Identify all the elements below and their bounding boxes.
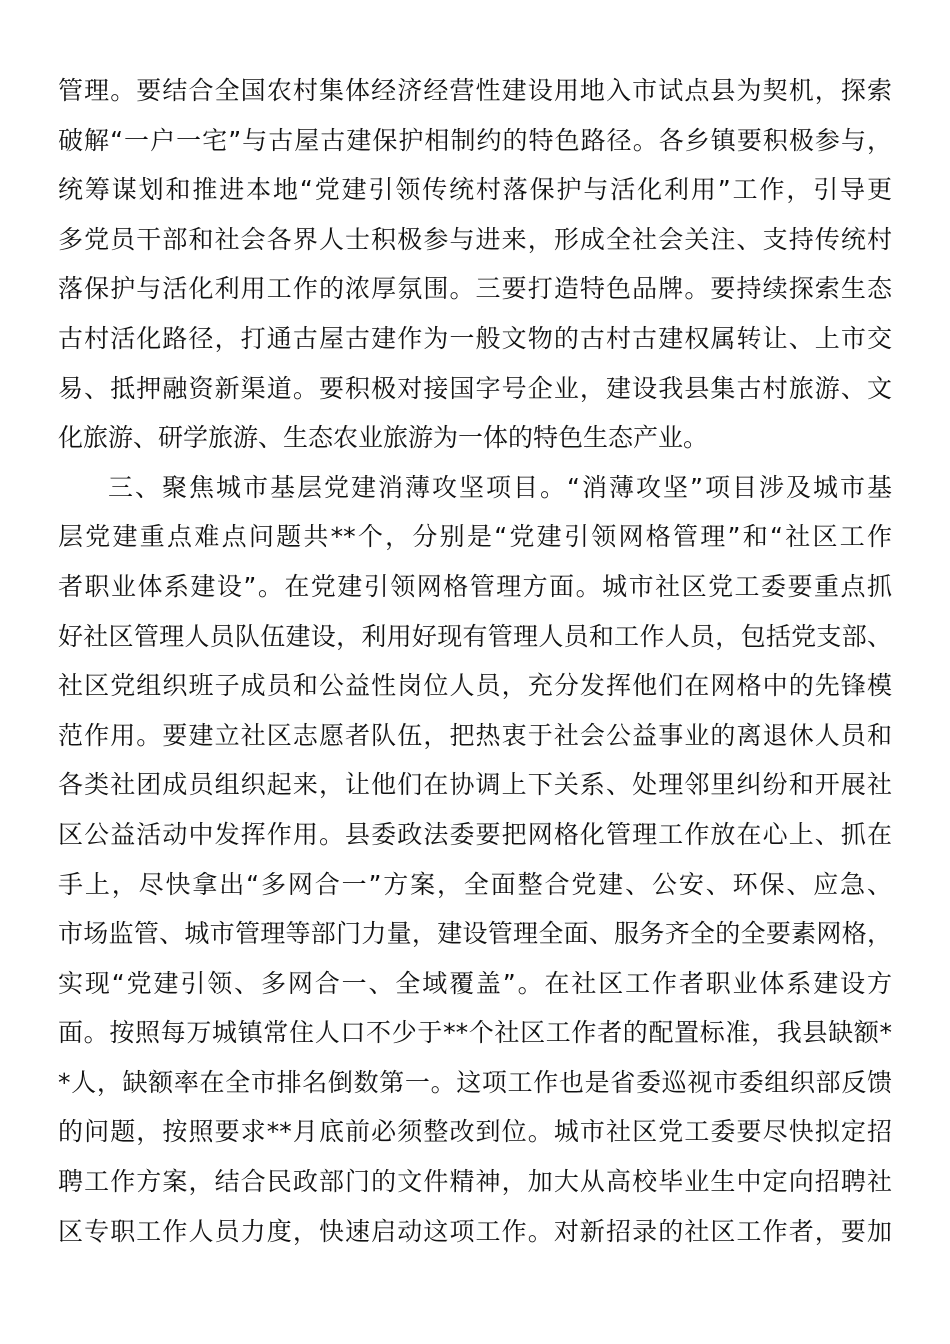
paragraph-1 bbox=[58, 66, 892, 463]
paragraph-2 bbox=[58, 463, 892, 1257]
text-line: 多党员干部和社会各界人士积极参与进来，形成全社会关注、支持传统村 bbox=[58, 224, 892, 254]
text-line: 落保护与活化利用工作的浓厚氛围。三要打造特色品牌。要持续探索生态 bbox=[58, 274, 892, 304]
text-line: 者职业体系建设”。在党建引领网格管理方面。城市社区党工委要重点抓 bbox=[58, 571, 892, 601]
text-line: 统筹谋划和推进本地“党建引领传统村落保护与活化利用”工作，引导更 bbox=[58, 175, 892, 205]
text-line: 面。按照每万城镇常住人口不少于**个社区工作者的配置标准，我县缺额* bbox=[58, 1018, 892, 1048]
text-line: 市场监管、城市管理等部门力量，建设管理全面、服务齐全的全要素网格， bbox=[58, 919, 892, 949]
document-page bbox=[58, 66, 892, 1256]
text-line: 范作用。要建立社区志愿者队伍，把热衷于社会公益事业的离退休人员和 bbox=[58, 720, 892, 750]
section-heading-line: 三、聚焦城市基层党建消薄攻坚项目。“消薄攻坚”项目涉及城市基 bbox=[108, 472, 892, 502]
text-line: 易、抵押融资新渠道。要积极对接国字号企业，建设我县集古村旅游、文 bbox=[58, 373, 892, 403]
text-line: 区专职工作人员力度，快速启动这项工作。对新招录的社区工作者，要加 bbox=[58, 1216, 892, 1246]
text-line: 实现“党建引领、多网合一、全域覆盖”。在社区工作者职业体系建设方 bbox=[58, 968, 892, 998]
text-line: 破解“一户一宅”与古屋古建保护相制约的特色路径。各乡镇要积极参与， bbox=[58, 125, 892, 155]
text-line: *人，缺额率在全市排名倒数第一。这项工作也是省委巡视市委组织部反馈 bbox=[58, 1067, 892, 1097]
text-line: 古村活化路径，打通古屋古建作为一般文物的古村古建权属转让、上市交 bbox=[58, 323, 892, 353]
text-line: 层党建重点难点问题共**个，分别是“党建引领网格管理”和“社区工作 bbox=[58, 522, 892, 552]
text-line: 管理。要结合全国农村集体经济经营性建设用地入市试点县为契机，探索 bbox=[58, 76, 892, 105]
text-line: 聘工作方案，结合民政部门的文件精神，加大从高校毕业生中定向招聘社 bbox=[58, 1167, 892, 1197]
text-line: 的问题，按照要求**月底前必须整改到位。城市社区党工委要尽快拟定招 bbox=[58, 1117, 892, 1147]
text-line: 社区党组织班子成员和公益性岗位人员，充分发挥他们在网格中的先锋模 bbox=[58, 671, 892, 701]
text-line: 区公益活动中发挥作用。县委政法委要把网格化管理工作放在心上、抓在 bbox=[58, 819, 892, 849]
text-line: 好社区管理人员队伍建设，利用好现有管理人员和工作人员，包括党支部、 bbox=[58, 621, 892, 651]
text-line: 手上，尽快拿出“多网合一”方案，全面整合党建、公安、环保、应急、 bbox=[58, 869, 892, 899]
text-line: 化旅游、研学旅游、生态农业旅游为一体的特色生态产业。 bbox=[58, 423, 709, 453]
text-line: 各类社团成员组织起来，让他们在协调上下关系、处理邻里纠纷和开展社 bbox=[58, 770, 892, 800]
